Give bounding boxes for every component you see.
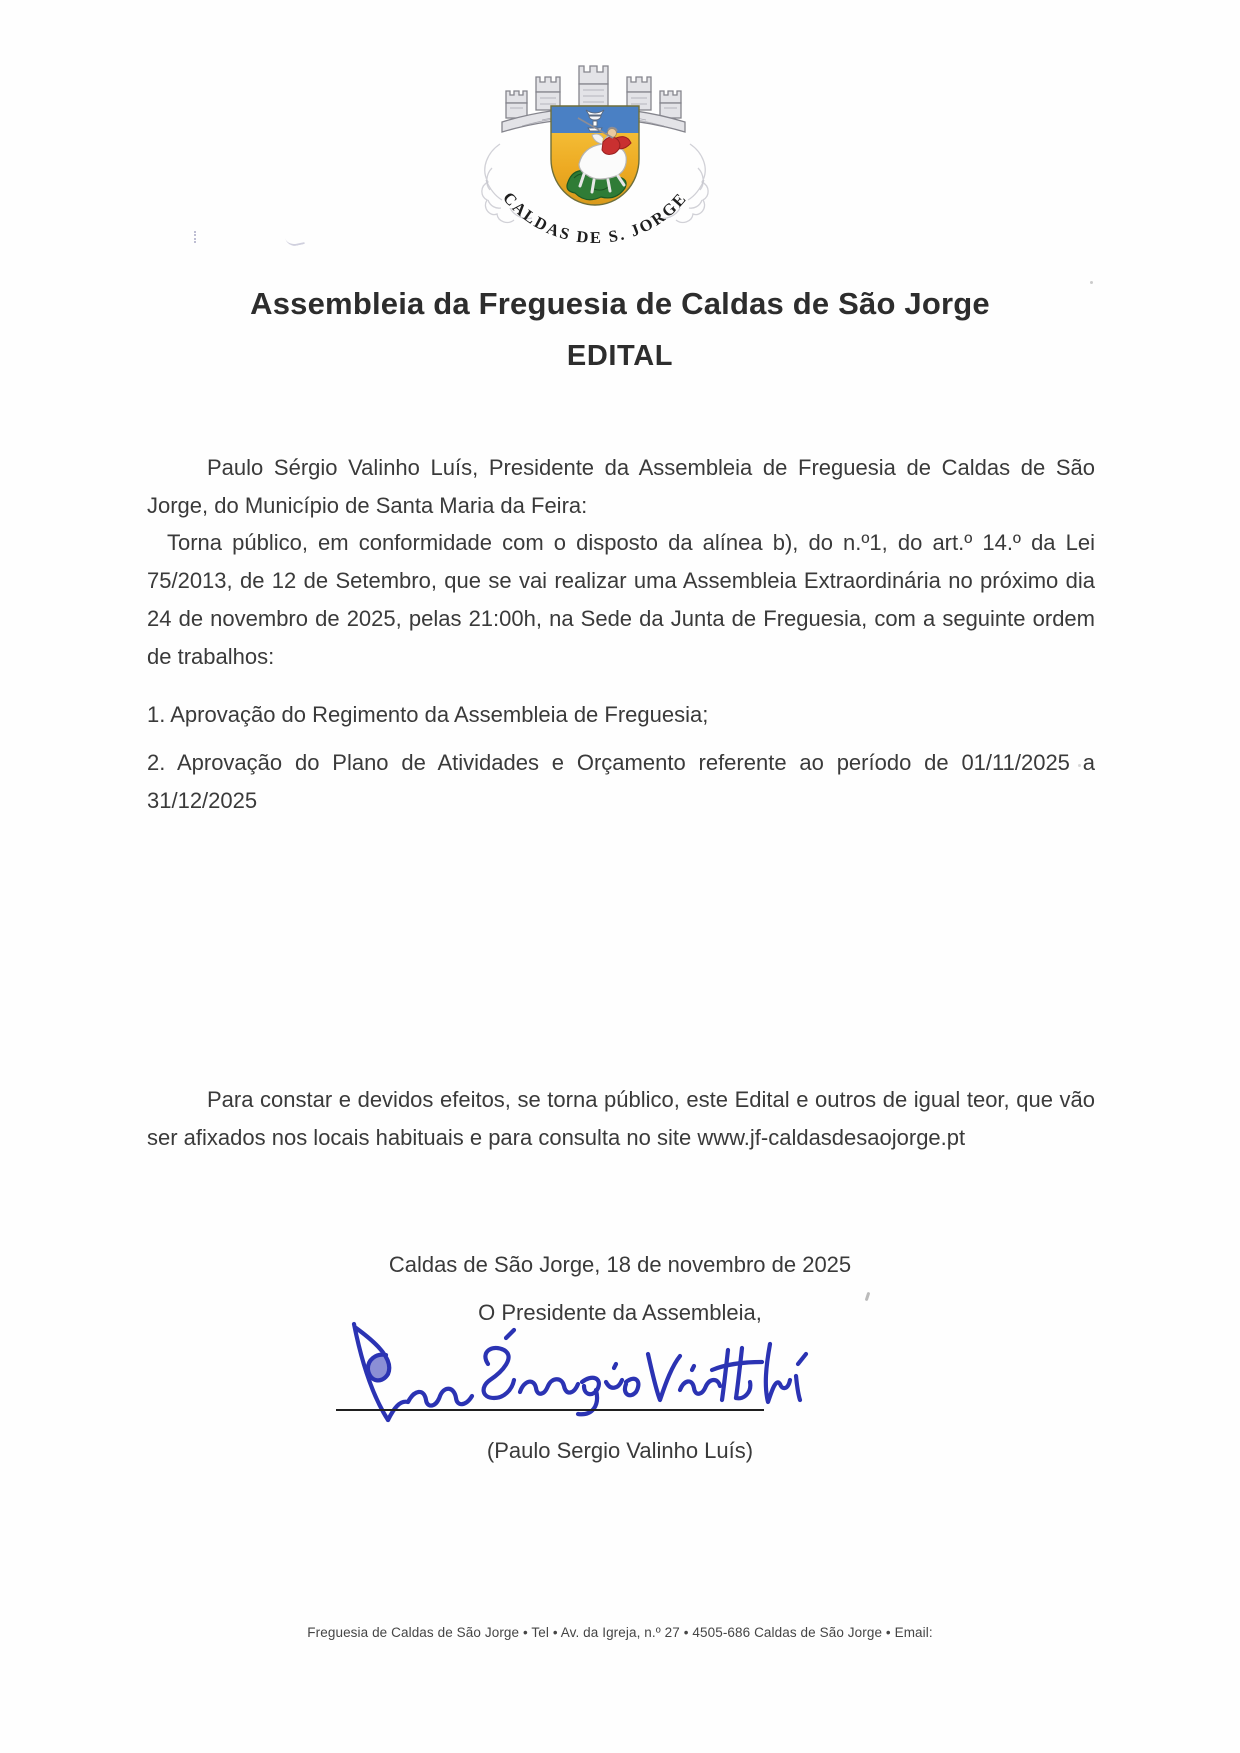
place-date-line: Caldas de São Jorge, 18 de novembro de 2025: [388, 1252, 852, 1277]
document-title: Assembleia da Freguesia de Caldas de São Jorge: [250, 286, 990, 321]
scan-artifact: [285, 234, 305, 248]
agenda-item-2: 2. Aprovação do Plano de Atividades e Orçamento referente ao período de 01/11/2025 a 31/12/2025: [147, 750, 1095, 813]
handwritten-signature: [330, 1320, 810, 1435]
agenda-item-1: 1. Aprovação do Regimento da Assembleia de Freguesia;: [147, 702, 709, 727]
ribbon-text: CALDAS DE S. JORGE: [499, 188, 691, 244]
scan-artifact: [194, 231, 198, 243]
document-subtitle: EDITAL: [566, 340, 674, 372]
signer-role-line: O Presidente da Assembleia,: [478, 1300, 762, 1325]
coat-of-arms: [462, 48, 728, 244]
scan-artifact: [1090, 281, 1093, 284]
signature-underline: [336, 1409, 764, 1411]
coat-of-arms-graphic: [462, 48, 728, 244]
closing-paragraph: Para constar e devidos efeitos, se torna público, este Edital e outros de igual teor, que vão ser afixados nos locais habituais e para consulta no site www.jf-caldasdesaojorge.pt: [147, 1087, 1095, 1150]
signature-strokes: [330, 1320, 810, 1435]
signer-printed-name: (Paulo Sergio Valinho Luís): [486, 1438, 754, 1463]
intro-paragraph: Paulo Sérgio Valinho Luís, Presidente da Assembleia de Freguesia de Caldas de São Jorge, do Município de Santa Maria da Feira:: [147, 455, 1095, 518]
footer-contact-line: Freguesia de Caldas de São Jorge • Tel • Av. da Igreja, n.º 27 • 4505-686 Caldas de São Jorge • Email:: [307, 1625, 933, 1640]
announcement-paragraph: Torna público, em conformidade com o disposto da alínea b), do n.º1, do art.º 14.º da Lei 75/2013, de 12 de Setembro, que se vai realizar uma Assembleia Extraordinária no próximo dia 24 de novembro de 2025, pelas 21:00h, na Sede da Junta de Freguesia, com a seguinte ordem de trabalhos:: [147, 530, 1095, 669]
